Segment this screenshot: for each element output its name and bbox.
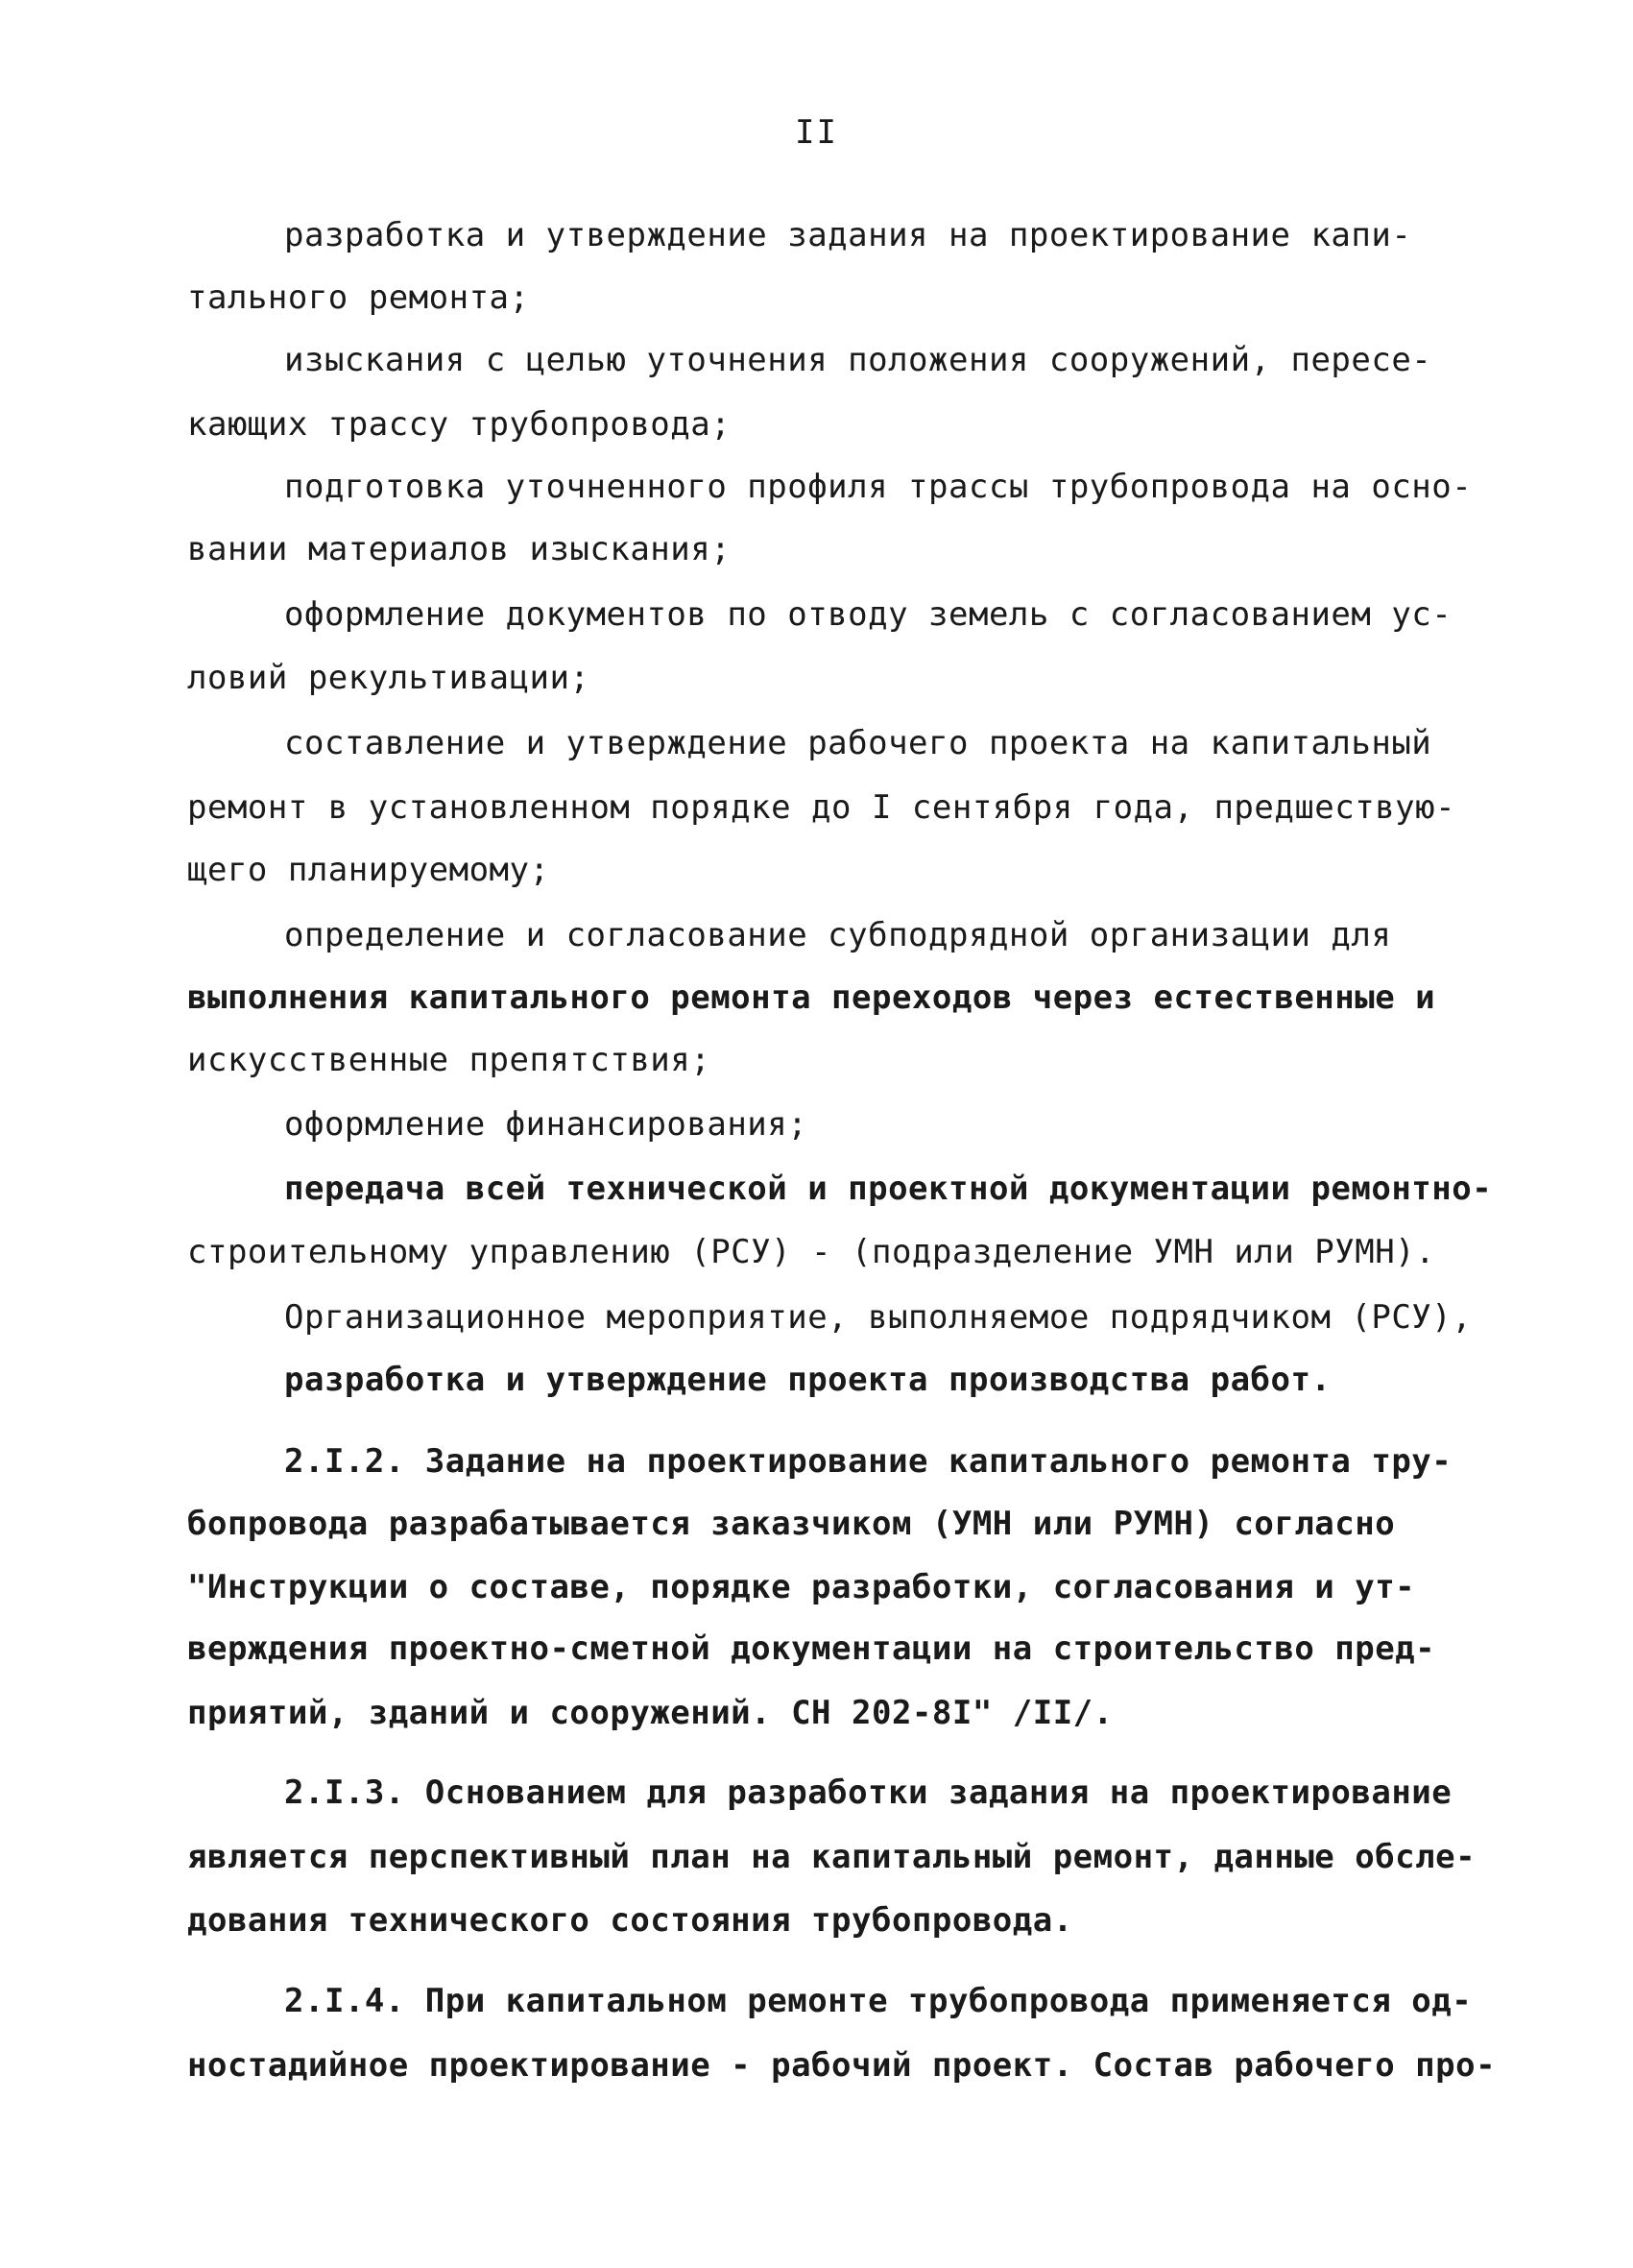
page-number: II bbox=[795, 113, 838, 152]
text-line: щего планируемому; bbox=[187, 851, 550, 889]
text-line: оформление документов по отводу земель с согласованием ус- bbox=[284, 595, 1453, 634]
text-line: изыскания с целью уточнения положения сооружений, пересе- bbox=[284, 341, 1432, 379]
text-line: составление и утверждение рабочего проекта на капитальный bbox=[284, 724, 1432, 762]
text-line: подготовка уточненного профиля трассы трубопровода на осно- bbox=[284, 468, 1473, 506]
text-line: ностадийное проектирование - рабочий проект. Состав рабочего про- bbox=[187, 2046, 1497, 2085]
text-line: 2.I.4. При капитальном ремонте трубопровода применяется од- bbox=[284, 1982, 1473, 2020]
text-line: вании материалов изыскания; bbox=[187, 530, 732, 568]
text-line: является перспективный план на капитальный ремонт, данные обсле- bbox=[187, 1838, 1477, 1876]
text-line: Организационное мероприятие, выполняемое подрядчиком (РСУ), bbox=[284, 1298, 1473, 1337]
text-line: выполнения капитального ремонта переходов через естественные и bbox=[187, 978, 1436, 1017]
text-line: "Инструкции о составе, порядке разработки, согласования и ут- bbox=[187, 1568, 1416, 1606]
text-line: разработка и утверждение задания на проектирование капи- bbox=[284, 216, 1412, 254]
text-line: 2.I.2. Задание на проектирование капитального ремонта тру- bbox=[284, 1442, 1453, 1481]
text-line: строительному управлению (РСУ) - (подразделение УМН или РУМН). bbox=[187, 1233, 1436, 1271]
text-line: дования технического состояния трубопровода. bbox=[187, 1901, 1073, 1940]
text-line: кающих трассу трубопровода; bbox=[187, 405, 732, 444]
text-line: определение и согласование субподрядной организации для bbox=[284, 916, 1392, 954]
text-line: 2.I.3. Основанием для разработки задания на проектирование bbox=[284, 1773, 1453, 1812]
text-line: тального ремонта; bbox=[187, 278, 530, 317]
text-line: оформление финансирования; bbox=[284, 1105, 808, 1144]
text-line: бопровода разрабатывается заказчиком (УМН или РУМН) согласно bbox=[187, 1505, 1396, 1543]
text-line: передача всей технической и проектной документации ремонтно- bbox=[284, 1170, 1493, 1208]
text-line: разработка и утверждение проекта производства работ. bbox=[284, 1361, 1332, 1399]
text-line: ремонт в установленном порядке до I сентября года, предшествую- bbox=[187, 788, 1456, 827]
text-line: приятий, зданий и сооружений. СН 202-8I" /II/. bbox=[187, 1694, 1114, 1732]
text-line: искусственные препятствия; bbox=[187, 1041, 711, 1079]
text-line: верждения проектно-сметной документации на строительство пред- bbox=[187, 1629, 1436, 1668]
text-line: ловий рекультивации; bbox=[187, 659, 590, 697]
